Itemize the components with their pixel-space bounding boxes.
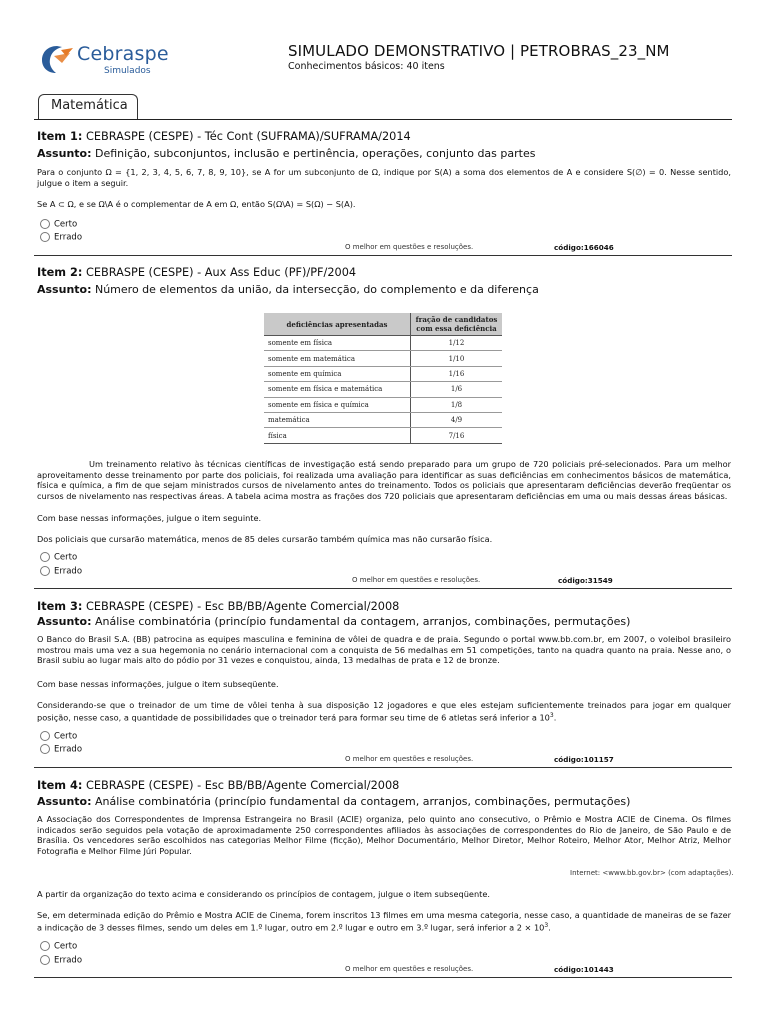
- option-certo[interactable]: Certo: [40, 731, 77, 742]
- citation: Internet: <www.bb.gov.br> (com adaptações).: [570, 869, 734, 877]
- assunto-label: Assunto:: [37, 283, 92, 296]
- radio-icon[interactable]: [40, 552, 50, 562]
- table-row: somente em química 1/16: [264, 366, 502, 381]
- table-row: somente em matemática 1/10: [264, 351, 502, 366]
- assunto-label: Assunto:: [37, 615, 92, 628]
- option-errado[interactable]: Errado: [40, 232, 82, 243]
- item-2-title: [37, 266, 356, 279]
- table-row: somente em física e química 1/8: [264, 397, 502, 412]
- item-code: código:166046: [554, 243, 614, 252]
- table-row: somente em física 1/12: [264, 336, 502, 351]
- item-1-text: Para o conjunto Ω = {1, 2, 3, 4, 5, 6, 7, 8, 9, 10}, se A for um subconjunto de Ω, indique por S(A) a soma dos elementos de A e considere S(∅) = 0. Nesse sentido, julgue o item a seguir.: [37, 167, 731, 188]
- table-header: fração de candidatos com essa deficiência: [411, 313, 503, 336]
- item-code: código:101157: [554, 755, 614, 764]
- section-divider: [34, 119, 732, 120]
- page-title: SIMULADO DEMONSTRATIVO | PETROBRAS_23_NM: [288, 42, 670, 60]
- item-4-statement: Se, em determinada edição do Prêmio e Mostra ACIE de Cinema, forem inscritos 13 filmes em uma mesma categoria, nesse caso, a quantidade de maneiras de se fazer a indicação de 3 desses filmes, sendo um deles em 1.º lugar, outro em 2.º lugar e outro em 3.º lugar, será inferior a $2 \times 10^3$.: [37, 910, 731, 933]
- footer-text: O melhor em questões e resoluções.: [345, 243, 474, 251]
- radio-icon[interactable]: [40, 744, 50, 754]
- radio-icon[interactable]: [40, 941, 50, 951]
- item-3-text: O Banco do Brasil S.A. (BB) patrocina as equipes masculina e feminina de vôlei de quadra e de praia. Segundo o portal www.bb.com.br, em 2007, o voleibol brasileiro mostrou mais uma vez a sua hegemonia no cenário internacional com a conquista de 56 medalhas em 51 competições, tanto na quadra quanto na praia. Nesse ano, o Brasil subiu ao lugar mais alto do pódio por 31 vezes e conquistou, ainda, 13 medalhas de prata e 12 de bronze.: [37, 634, 731, 665]
- item-2-assunto: [37, 283, 539, 296]
- item-1-title: [37, 130, 411, 143]
- footer-text: O melhor em questões e resoluções.: [345, 965, 474, 973]
- brand-sub: Simulados: [104, 66, 151, 76]
- radio-icon[interactable]: [40, 731, 50, 741]
- item-2-statement: Dos policiais que cursarão matemática, menos de 85 deles cursarão também química mas não cursarão física.: [37, 534, 493, 544]
- assunto-label: Assunto:: [37, 795, 92, 808]
- radio-icon[interactable]: [40, 232, 50, 242]
- brand-name: Cebraspe: [77, 43, 169, 65]
- assunto-label: Assunto:: [37, 147, 92, 160]
- item-separator: [34, 767, 732, 768]
- item-1-statement: Se A ⊂ Ω, e se Ω\A é o complementar de A em Ω, então S(Ω\A) = S(Ω) − S(A).: [37, 199, 356, 209]
- item-3-instruction: Com base nessas informações, julgue o item subseqüente.: [37, 679, 279, 689]
- table-row: física 7/16: [264, 428, 502, 443]
- option-errado[interactable]: Errado: [40, 955, 82, 966]
- option-certo[interactable]: Certo: [40, 552, 77, 563]
- tab-matematica[interactable]: [38, 94, 138, 119]
- assunto-text: Análise combinatória (princípio fundamental da contagem, arranjos, combinações, permutações): [94, 615, 631, 628]
- item-label: Item 4:: [37, 779, 83, 792]
- item-separator: [34, 977, 732, 978]
- radio-icon[interactable]: [40, 566, 50, 576]
- item-3-assunto: [37, 615, 630, 628]
- cebraspe-logo-icon: [40, 44, 74, 74]
- item-1-assunto: [37, 147, 535, 160]
- assunto-text: Análise combinatória (princípio fundamental da contagem, arranjos, combinações, permutações): [94, 795, 631, 808]
- item-source: CEBRASPE (CESPE) - Esc BB/BB/Agente Comercial/2008: [85, 779, 400, 792]
- assunto-text: Número de elementos da união, da intersecção, do complemento e da diferença: [94, 283, 539, 296]
- item-4-assunto: [37, 795, 630, 808]
- table-header: deficiências apresentadas: [264, 313, 411, 336]
- deficiencias-table: [264, 313, 502, 444]
- radio-icon[interactable]: [40, 955, 50, 965]
- option-certo[interactable]: Certo: [40, 941, 77, 952]
- item-3-title: [37, 600, 399, 613]
- footer-text: O melhor em questões e resoluções.: [345, 755, 474, 763]
- item-4-instruction: A partir da organização do texto acima e considerando os princípios de contagem, julgue o item subseqüente.: [37, 889, 490, 899]
- item-4-text: A Associação dos Correspondentes de Imprensa Estrangeira no Brasil (ACIE) organiza, pelo quinto ano consecutivo, o Prêmio e Mostra ACIE de Cinema. Os filmes indicados serão seguidos pela votação de aproximadamente 250 correspondentes afiliados às associações de correspondentes do Rio de Janeiro, de São Paulo e de Brasília. Os vencedores serão escolhidos nas categorias Melhor Filme (ficção), Melhor Documentário, Melhor Diretor, Melhor Roteiro, Melhor Ator, Melhor Atriz, Melhor Fotografia e Melhor Filme Júri Popular.: [37, 814, 731, 856]
- item-source: CEBRASPE (CESPE) - Aux Ass Educ (PF)/PF/2004: [85, 266, 357, 279]
- table-row: somente em física e matemática 1/6: [264, 382, 502, 397]
- assunto-text: Definição, subconjuntos, inclusão e pertinência, operações, conjunto das partes: [94, 147, 536, 160]
- tab-label: Matemática: [51, 98, 128, 113]
- option-errado[interactable]: Errado: [40, 566, 82, 577]
- radio-icon[interactable]: [40, 219, 50, 229]
- item-code: código:31549: [558, 576, 613, 585]
- item-code: código:101443: [554, 965, 614, 974]
- option-errado[interactable]: Errado: [40, 744, 82, 755]
- item-separator: [34, 588, 732, 589]
- item-separator: [34, 255, 732, 256]
- item-source: CEBRASPE (CESPE) - Esc BB/BB/Agente Comercial/2008: [85, 600, 400, 613]
- item-3-statement: Considerando-se que o treinador de um time de vôlei tenha à sua disposição 12 jogadores e que eles estejam suficientemente treinados para jogar em qualquer posição, nesse caso, a quantidade de possibilidades que o treinador terá para formar seu time de 6 atletas será inferior a $10^3$.: [37, 700, 731, 723]
- option-certo[interactable]: Certo: [40, 219, 77, 230]
- item-4-title: [37, 779, 399, 792]
- page-subtitle: Conhecimentos básicos: 40 itens: [288, 61, 445, 72]
- item-2-instruction: Com base nessas informações, julgue o item seguinte.: [37, 513, 262, 523]
- item-label: Item 3:: [37, 600, 83, 613]
- table-row: matemática 4/9: [264, 412, 502, 427]
- item-source: CEBRASPE (CESPE) - Téc Cont (SUFRAMA)/SUFRAMA/2014: [85, 130, 411, 143]
- item-2-text: Um treinamento relativo às técnicas científicas de investigação está sendo preparado para um grupo de 720 policiais pré-selecionados. Para um melhor aproveitamento desse treinamento por parte dos policiais, foi realizada uma avaliação para identificar as suas deficiências em conhecimentos básicos de matemática, física e química, a fim de que sejam ministrados cursos de nivelamento antes do treinamento. Todos os policiais que apresentaram deficiências deverão freqüentar os cursos de nivelamento nas respectivas áreas. A tabela acima mostra as frações dos 720 policiais que apresentaram deficiências em uma ou mais dessas áreas básicas.: [37, 459, 731, 501]
- footer-text: O melhor em questões e resoluções.: [352, 576, 481, 584]
- item-label: Item 2:: [37, 266, 83, 279]
- item-label: Item 1:: [37, 130, 83, 143]
